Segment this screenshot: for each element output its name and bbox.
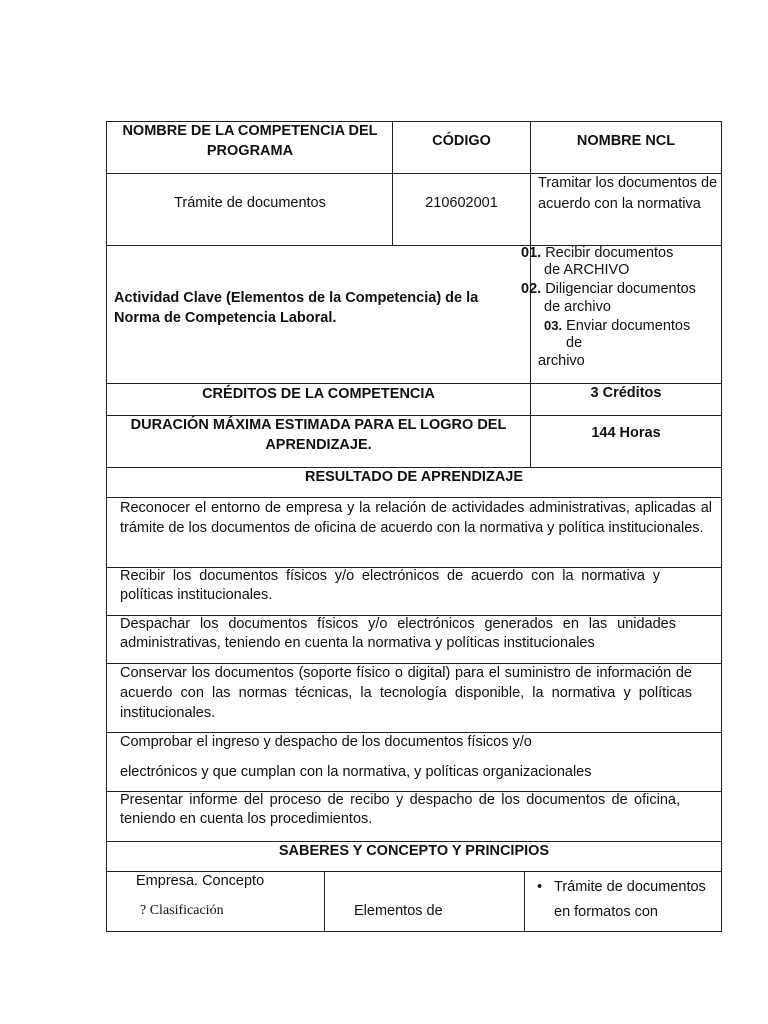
resultado-title: RESULTADO DE APRENDIZAJE [304,469,524,485]
actividad-item-1-cont: de ARCHIVO [544,262,630,278]
resultado-item-1: Reconocer el entorno de empresa y la relación de actividades administrativas, aplicadas al trámite de los documentos de oficina de acuerdo con la normativa y política institucionales. [120,500,712,536]
actividad-item-3: 03. Enviar documentos [544,318,691,334]
header-codigo: CÓDIGO [432,133,491,149]
creditos-label: CRÉDITOS DE LA COMPETENCIA [202,386,435,402]
duracion-value: 144 Horas [591,425,661,441]
actividad-item-3-cont: de [566,335,583,351]
resultado-item-5-cont: electrónicos y que cumplan con la normativa, y políticas organizacionales [120,764,592,780]
resultado-item-5: Comprobar el ingreso y despacho de los documentos físicos y/o [120,734,532,750]
actividad-item-2: 02. Diligenciar documentos [521,281,696,297]
resultado-item-6: Presentar informe del proceso de recibo y despacho de los documentos de oficina, teniendo en cuenta los procedimientos. [120,792,680,827]
competencia-ncl: Tramitar los documentos de acuerdo con la normativa [538,175,718,212]
actividad-label: Actividad Clave (Elementos de la Competencia) de la Norma de Competencia Laboral. [114,290,479,326]
bullet-icon: • [537,879,543,895]
saberes-col3-l2: en formatos con [554,904,658,920]
resultado-item-3: Despachar los documentos físicos y/o electrónicos generados en las unidades administrativas, teniendo en cuenta la normativa y políticas institucionales [120,616,676,651]
duracion-label: DURACIÓN MÁXIMA ESTIMADA PARA EL LOGRO DEL APRENDIZAJE. [130,417,507,453]
competencia-nombre: Trámite de documentos [174,195,326,211]
saberes-title: SABERES Y CONCEPTO Y PRINCIPIOS [278,843,550,859]
creditos-value: 3 Créditos [590,385,662,401]
saberes-col2: Elementos de [354,903,443,919]
resultado-item-2: Recibir los documentos físicos y/o electrónicos de acuerdo con la normativa y políticas institucionales. [120,568,660,603]
saberes-col1-l1: Empresa. Concepto [136,873,265,889]
saberes-col1-l2: ? Clasificación [140,903,224,918]
actividad-item-3-cont2: archivo [538,353,585,369]
header-competencia: NOMBRE DE LA COMPETENCIA DEL PROGRAMA [122,123,378,159]
actividad-item-2-cont: de archivo [544,299,611,315]
actividad-item-1: 01. Recibir documentos [521,245,674,261]
saberes-col3-l1: Trámite de documentos [554,879,706,895]
competencia-codigo: 210602001 [425,195,498,211]
header-ncl: NOMBRE NCL [576,133,676,149]
resultado-item-4: Conservar los documentos (soporte físico o digital) para el suministro de información de acuerdo con las normas técnicas, la tecnología disponible, la normativa y políticas institucionales. [120,665,692,721]
